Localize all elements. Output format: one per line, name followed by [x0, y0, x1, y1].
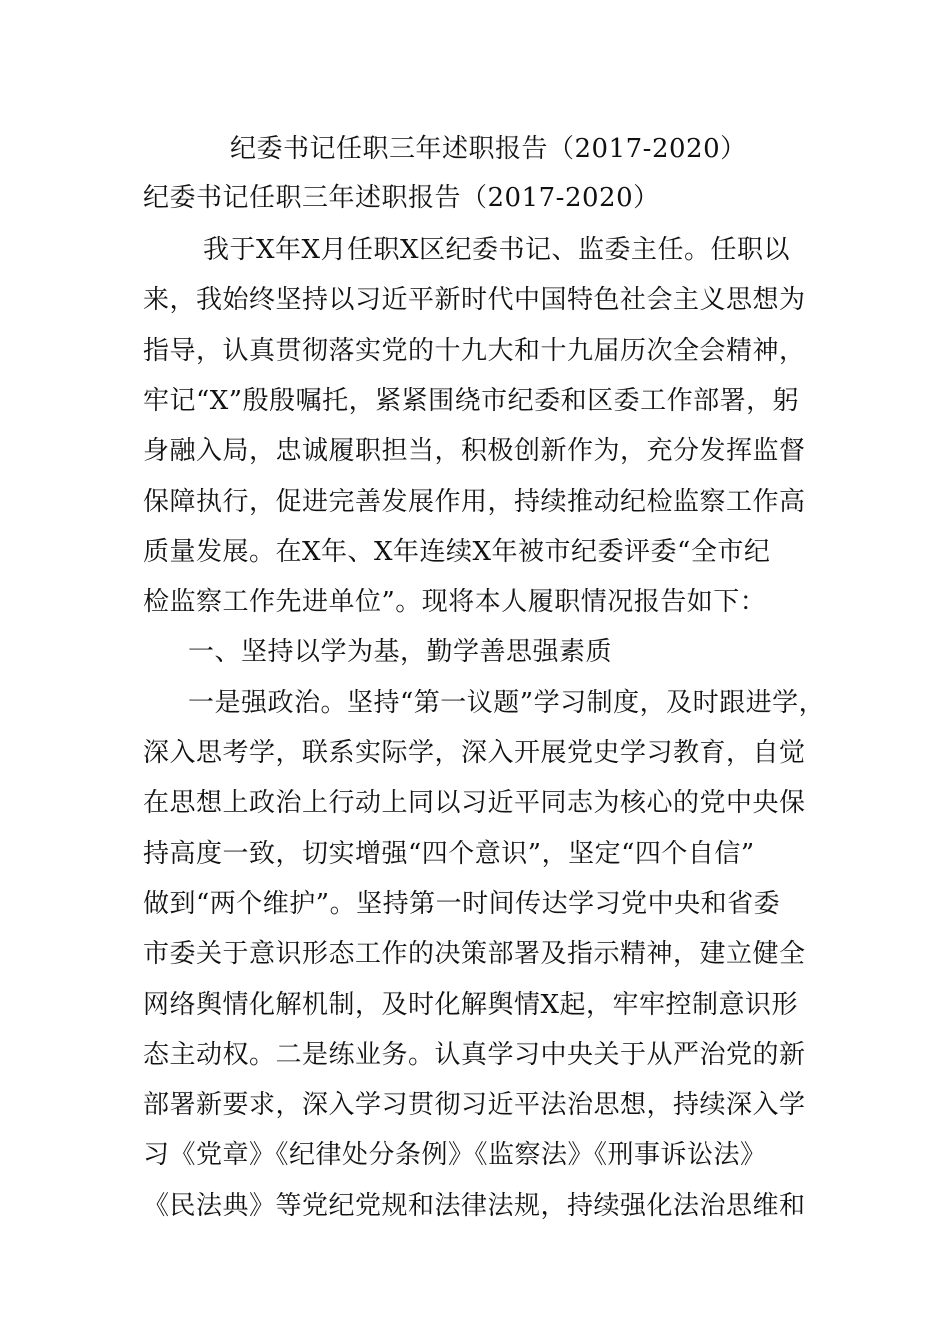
paragraph-line: 身融入局，忠诚履职担当，积极创新作为，充分发挥监督 — [143, 436, 806, 466]
paragraph-line: 保障执行，促进完善发展作用，持续推动纪检监察工作高 — [143, 487, 806, 517]
paragraph-line: 在思想上政治上行动上同以习近平同志为核心的党中央保 — [143, 788, 806, 818]
paragraph-line: 部署新要求，深入学习贯彻习近平法治思想，持续深入学 — [143, 1090, 806, 1120]
paragraph-line: 市委关于意识形态工作的决策部署及指示精神，建立健全 — [143, 939, 806, 969]
paragraph-line: 我于X年X月任职X区纪委书记、监委主任。任职以 — [203, 235, 791, 265]
paragraph-line: 《民法典》等党纪党规和法律法规，持续强化法治思维和 — [143, 1191, 806, 1221]
paragraph-line: 指导，认真贯彻落实党的十九大和十九届历次全会精神， — [143, 336, 806, 366]
paragraph-line: 做到“两个维护”。坚持第一时间传达学习党中央和省委 — [143, 889, 781, 919]
section-heading: 一、坚持以学为基，勤学善思强素质 — [188, 637, 613, 667]
paragraph-line: 持高度一致，切实增强“四个意识”，坚定“四个自信” — [143, 839, 755, 869]
document-title: 纪委书记任职三年述职报告（2017-2020） — [230, 134, 747, 164]
paragraph-line: 牢记“X”殷殷嘱托，紧紧围绕市纪委和区委工作部署，躬 — [143, 386, 800, 416]
paragraph-line: 网络舆情化解机制，及时化解舆情X起，牢牢控制意识形 — [143, 990, 799, 1020]
paragraph-line: 一是强政治。坚持“第一议题”学习制度，及时跟进学， — [188, 688, 826, 718]
paragraph-line: 检监察工作先进单位”。现将本人履职情况报告如下： — [143, 587, 767, 617]
paragraph-line: 习《党章》《纪律处分条例》《监察法》《刑事诉讼法》 — [143, 1140, 767, 1170]
paragraph-line: 质量发展。在X年、X年连续X年被市纪委评委“全市纪 — [143, 537, 771, 567]
paragraph-line: 深入思考学，联系实际学，深入开展党史学习教育，自觉 — [143, 738, 806, 768]
paragraph-line: 来，我始终坚持以习近平新时代中国特色社会主义思想为 — [143, 285, 806, 315]
paragraph-line: 态主动权。二是练业务。认真学习中央关于从严治党的新 — [143, 1040, 806, 1070]
document-title-repeat: 纪委书记任职三年述职报告（2017-2020） — [143, 183, 660, 213]
